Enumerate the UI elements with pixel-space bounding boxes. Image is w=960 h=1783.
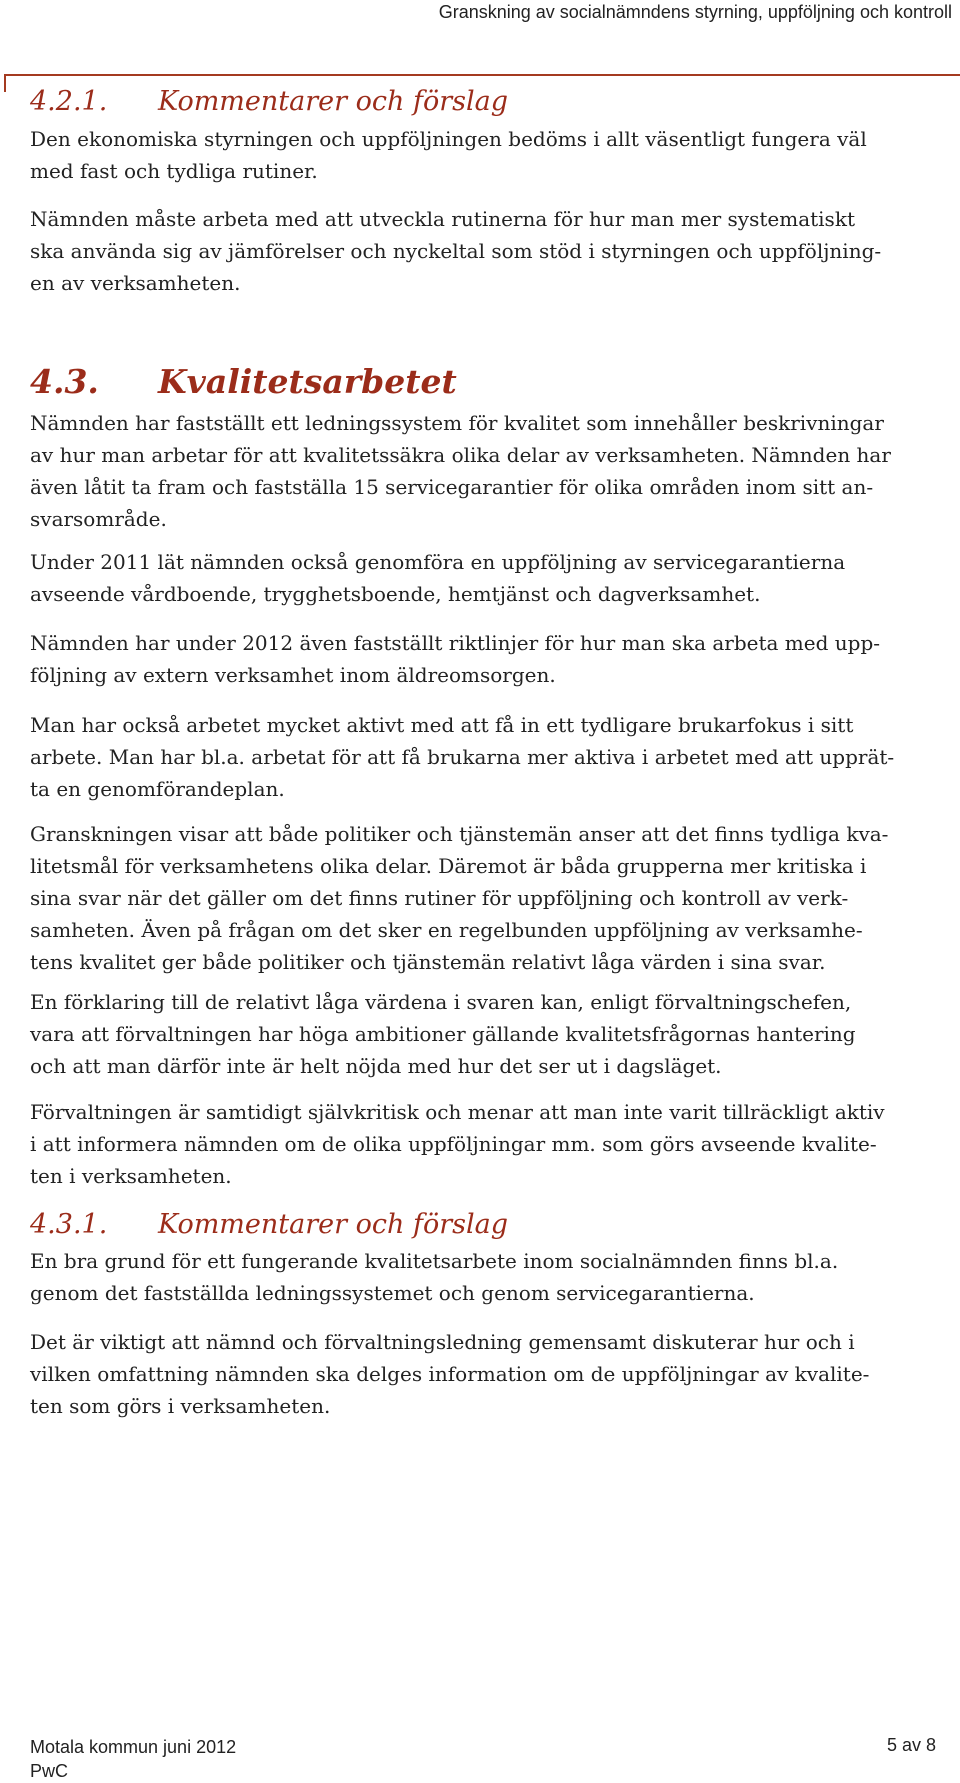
heading-title: Kommentarer och förslag: [158, 86, 508, 117]
footer: [30, 1735, 236, 1783]
heading-4-2-1: [30, 86, 508, 117]
text-line: ten som görs i verksamheten.: [30, 1394, 331, 1418]
text-line: följning av extern verksamhet inom äldreomsorgen.: [30, 663, 556, 687]
text-line: av hur man arbetar för att kvalitetssäkra olika delar av verksamheten. Nämnden har: [30, 443, 891, 467]
text-line: Den ekonomiska styrningen och uppföljningen bedöms i allt väsentligt fungera väl: [30, 127, 867, 151]
paragraph: [30, 1326, 869, 1422]
text-line: tens kvalitet ger både politiker och tjänstemän relativt låga värden i sina svar.: [30, 950, 826, 974]
paragraph: [30, 1096, 885, 1192]
running-header: Granskning av socialnämndens styrning, uppföljning och kontroll: [438, 2, 952, 22]
text-line: litetsmål för verksamhetens olika delar. Däremot är båda grupperna mer kritiska i: [30, 854, 867, 878]
text-line: Förvaltningen är samtidigt självkritisk och menar att man inte varit tillräckligt aktiv: [30, 1100, 885, 1124]
text-line: i att informera nämnden om de olika uppföljningar mm. som görs avseende kvalite-: [30, 1132, 877, 1156]
text-line: Nämnden har under 2012 även fastställt riktlinjer för hur man ska arbeta med upp-: [30, 631, 880, 655]
paragraph: [30, 818, 888, 978]
text-line: sina svar när det gäller om det finns rutiner för uppföljning och kontroll av verk-: [30, 886, 849, 910]
heading-number: 4.3.: [30, 362, 99, 401]
text-line: samheten. Även på frågan om det sker en regelbunden uppföljning av verksamhe-: [30, 918, 863, 942]
text-line: Nämnden har fastställt ett ledningssystem för kvalitet som innehåller beskrivningar: [30, 411, 884, 435]
text-line: genom det fastställda ledningssystemet och genom servicegarantierna.: [30, 1281, 755, 1305]
text-line: och att man därför inte är helt nöjda med hur det ser ut i dagsläget.: [30, 1054, 722, 1078]
text-line: En bra grund för ett fungerande kvalitetsarbete inom socialnämnden finns bl.a.: [30, 1249, 839, 1273]
paragraph: [30, 203, 881, 299]
text-line: ta en genomförandeplan.: [30, 777, 285, 801]
paragraph: [30, 546, 845, 610]
paragraph: [30, 1245, 838, 1309]
text-line: vara att förvaltningen har höga ambitioner gällande kvalitetsfrågornas hantering: [30, 1022, 856, 1046]
text-line: Under 2011 lät nämnden också genomföra en uppföljning av servicegarantierna: [30, 550, 846, 574]
heading-title: Kvalitetsarbetet: [158, 362, 457, 401]
paragraph: [30, 709, 894, 805]
text-line: ska använda sig av jämförelser och nyckeltal som stöd i styrningen och uppföljning-: [30, 239, 882, 263]
footer-org-line: Motala kommun juni 2012: [30, 1737, 237, 1757]
heading-4-3: [30, 362, 457, 401]
paragraph: [30, 986, 856, 1082]
text-line: en av verksamheten.: [30, 271, 241, 295]
paragraph: [30, 123, 867, 187]
text-line: avseende vårdboende, trygghetsboende, hemtjänst och dagverksamhet.: [30, 582, 761, 606]
heading-number: 4.2.1.: [30, 86, 108, 117]
text-line: Man har också arbetet mycket aktivt med att få in ett tydligare brukarfokus i sitt: [30, 713, 854, 737]
text-line: En förklaring till de relativt låga värdena i svaren kan, enligt förvaltningschefen,: [30, 990, 852, 1014]
text-line: Nämnden måste arbeta med att utveckla rutinerna för hur man mer systematiskt: [30, 207, 855, 231]
text-line: även låtit ta fram och fastställa 15 servicegarantier för olika områden inom sitt an-: [30, 475, 874, 499]
paragraph: [30, 627, 880, 691]
paragraph: [30, 407, 891, 535]
text-line: svarsområde.: [30, 507, 167, 531]
heading-title: Kommentarer och förslag: [158, 1209, 508, 1240]
heading-4-3-1: [30, 1209, 508, 1240]
text-line: ten i verksamheten.: [30, 1164, 232, 1188]
text-line: Det är viktigt att nämnd och förvaltningsledning gemensamt diskuterar hur och i: [30, 1330, 855, 1354]
header-rule: [4, 74, 960, 76]
footer-company: PwC: [30, 1761, 69, 1781]
text-line: Granskningen visar att både politiker och tjänstemän anser att det finns tydliga kva-: [30, 822, 889, 846]
page-number: 5 av 8: [886, 1735, 936, 1755]
text-line: arbete. Man har bl.a. arbetat för att få brukarna mer aktiva i arbetet med att upprät-: [30, 745, 895, 769]
text-line: med fast och tydliga rutiner.: [30, 159, 318, 183]
text-line: vilken omfattning nämnden ska delges information om de uppföljningar av kvalite-: [30, 1362, 870, 1386]
heading-number: 4.3.1.: [30, 1209, 108, 1240]
header-corner-mark: [4, 74, 6, 92]
